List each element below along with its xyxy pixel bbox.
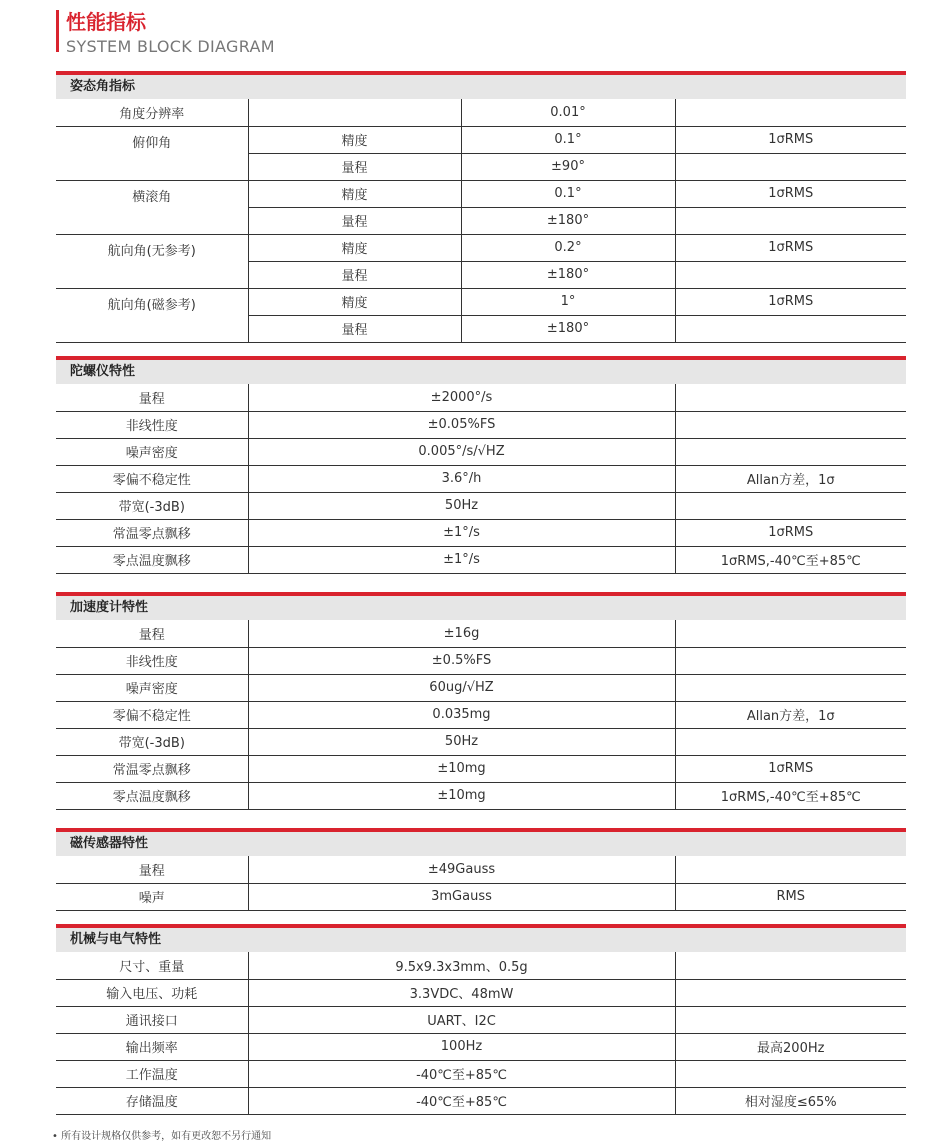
section-heading: 加速度计特性 (56, 592, 906, 620)
sub-label: 量程 (248, 153, 461, 180)
param-label: 零偏不稳定性 (56, 465, 248, 492)
param-label: 俯仰角 (56, 126, 248, 180)
param-note (675, 438, 906, 465)
param-note: 1σRMS (675, 755, 906, 782)
param-label: 横滚角 (56, 180, 248, 234)
param-note (675, 411, 906, 438)
param-label: 非线性度 (56, 647, 248, 674)
param-label: 航向角(磁参考) (56, 288, 248, 342)
param-value: ±10mg (248, 782, 675, 809)
param-note: 1σRMS (675, 519, 906, 546)
param-value: -40℃至+85℃ (248, 1060, 675, 1087)
table-row (56, 519, 906, 546)
param-value: ±180° (461, 261, 675, 288)
section-heading: 机械与电气特性 (56, 924, 906, 952)
param-note: 1σRMS (675, 234, 906, 261)
param-value: 50Hz (248, 728, 675, 755)
table-row (56, 99, 906, 126)
param-value: 0.035mg (248, 701, 675, 728)
section-magnetometer (56, 828, 906, 911)
param-label: 带宽(-3dB) (56, 492, 248, 519)
section-gyroscope (56, 356, 906, 574)
param-label: 量程 (56, 620, 248, 647)
magnetometer-table (56, 856, 906, 911)
param-value: 0.1° (461, 180, 675, 207)
table-row (56, 1006, 906, 1033)
param-value: ±2000°/s (248, 384, 675, 411)
param-note (675, 952, 906, 979)
param-value: ±49Gauss (248, 856, 675, 883)
section-attitude (56, 71, 906, 343)
param-note: Allan方差，1σ (675, 701, 906, 728)
param-note: 1σRMS (675, 288, 906, 315)
table-row (56, 701, 906, 728)
table-row (56, 728, 906, 755)
param-label: 非线性度 (56, 411, 248, 438)
page-subtitle: SYSTEM BLOCK DIAGRAM (66, 37, 275, 56)
param-note (675, 153, 906, 180)
table-row (56, 1060, 906, 1087)
param-note (675, 647, 906, 674)
table-row (56, 234, 906, 261)
sub-label: 量程 (248, 207, 461, 234)
param-value: 100Hz (248, 1033, 675, 1060)
gyroscope-table (56, 384, 906, 574)
param-value: 0.005°/s/√HZ (248, 438, 675, 465)
table-row (56, 952, 906, 979)
table-row (56, 755, 906, 782)
param-label: 噪声 (56, 883, 248, 910)
param-value: 0.1° (461, 126, 675, 153)
section-accelerometer (56, 592, 906, 810)
param-value: ±0.05%FS (248, 411, 675, 438)
param-note (675, 99, 906, 126)
section-mechanical-electrical (56, 924, 906, 1115)
param-value: ±180° (461, 207, 675, 234)
table-row (56, 411, 906, 438)
sub-label: 精度 (248, 126, 461, 153)
param-label: 零点温度飘移 (56, 546, 248, 573)
section-heading: 陀螺仪特性 (56, 356, 906, 384)
param-label: 零点温度飘移 (56, 782, 248, 809)
table-row (56, 620, 906, 647)
param-note (675, 620, 906, 647)
section-heading: 磁传感器特性 (56, 828, 906, 856)
footnote: • 所有设计规格仅供参考，如有更改恕不另行通知 (52, 1131, 272, 1142)
param-note: 1σRMS,-40℃至+85℃ (675, 782, 906, 809)
param-label: 输入电压、功耗 (56, 979, 248, 1006)
param-label: 尺寸、重量 (56, 952, 248, 979)
param-value: 60ug/√HZ (248, 674, 675, 701)
param-value: ±0.5%FS (248, 647, 675, 674)
param-note: 1σRMS,-40℃至+85℃ (675, 546, 906, 573)
param-label: 存储温度 (56, 1087, 248, 1114)
param-note (675, 384, 906, 411)
param-value: ±16g (248, 620, 675, 647)
param-value: UART、I2C (248, 1006, 675, 1033)
param-label: 噪声密度 (56, 438, 248, 465)
param-note: 1σRMS (675, 126, 906, 153)
param-value: ±10mg (248, 755, 675, 782)
param-note (675, 1006, 906, 1033)
param-note: 相对湿度≤65% (675, 1087, 906, 1114)
param-note (675, 728, 906, 755)
param-label: 常温零点飘移 (56, 519, 248, 546)
param-value: ±90° (461, 153, 675, 180)
param-label: 输出频率 (56, 1033, 248, 1060)
param-note: 1σRMS (675, 180, 906, 207)
page-title: 性能指标 (66, 10, 146, 34)
table-row (56, 546, 906, 573)
param-value: 50Hz (248, 492, 675, 519)
table-row (56, 438, 906, 465)
param-note: 最高200Hz (675, 1033, 906, 1060)
sub-label: 量程 (248, 315, 461, 342)
param-note (675, 979, 906, 1006)
param-value: ±1°/s (248, 546, 675, 573)
table-row (56, 883, 906, 910)
attitude-table (56, 99, 906, 343)
table-row (56, 782, 906, 809)
param-value: 3mGauss (248, 883, 675, 910)
param-note (675, 261, 906, 288)
sub-label (248, 99, 461, 126)
param-value: 3.6°/h (248, 465, 675, 492)
table-row (56, 856, 906, 883)
param-label: 噪声密度 (56, 674, 248, 701)
param-value: -40℃至+85℃ (248, 1087, 675, 1114)
param-note (675, 207, 906, 234)
table-row (56, 465, 906, 492)
mechanical-electrical-table (56, 952, 906, 1115)
table-row (56, 647, 906, 674)
param-note (675, 856, 906, 883)
table-row (56, 384, 906, 411)
table-row (56, 1033, 906, 1060)
sub-label: 精度 (248, 180, 461, 207)
param-label: 量程 (56, 856, 248, 883)
param-label: 通讯接口 (56, 1006, 248, 1033)
param-label: 量程 (56, 384, 248, 411)
param-note (675, 1060, 906, 1087)
param-label: 零偏不稳定性 (56, 701, 248, 728)
param-note (675, 315, 906, 342)
table-row (56, 1087, 906, 1114)
table-row (56, 288, 906, 315)
sub-label: 量程 (248, 261, 461, 288)
param-value: ±1°/s (248, 519, 675, 546)
param-note: RMS (675, 883, 906, 910)
param-value: 0.2° (461, 234, 675, 261)
param-note: Allan方差，1σ (675, 465, 906, 492)
param-label: 常温零点飘移 (56, 755, 248, 782)
param-label: 带宽(-3dB) (56, 728, 248, 755)
section-heading: 姿态角指标 (56, 71, 906, 99)
accelerometer-table (56, 620, 906, 810)
param-note (675, 492, 906, 519)
param-value: ±180° (461, 315, 675, 342)
param-label: 角度分辨率 (56, 99, 248, 126)
param-label: 工作温度 (56, 1060, 248, 1087)
table-row (56, 674, 906, 701)
param-value: 3.3VDC、48mW (248, 979, 675, 1006)
table-row (56, 180, 906, 207)
param-label: 航向角(无参考) (56, 234, 248, 288)
param-value: 1° (461, 288, 675, 315)
param-value: 9.5x9.3x3mm、0.5g (248, 952, 675, 979)
table-row (56, 492, 906, 519)
param-note (675, 674, 906, 701)
title-accent-bar (56, 10, 59, 52)
sub-label: 精度 (248, 234, 461, 261)
table-row (56, 126, 906, 153)
sub-label: 精度 (248, 288, 461, 315)
param-value: 0.01° (461, 99, 675, 126)
table-row (56, 979, 906, 1006)
